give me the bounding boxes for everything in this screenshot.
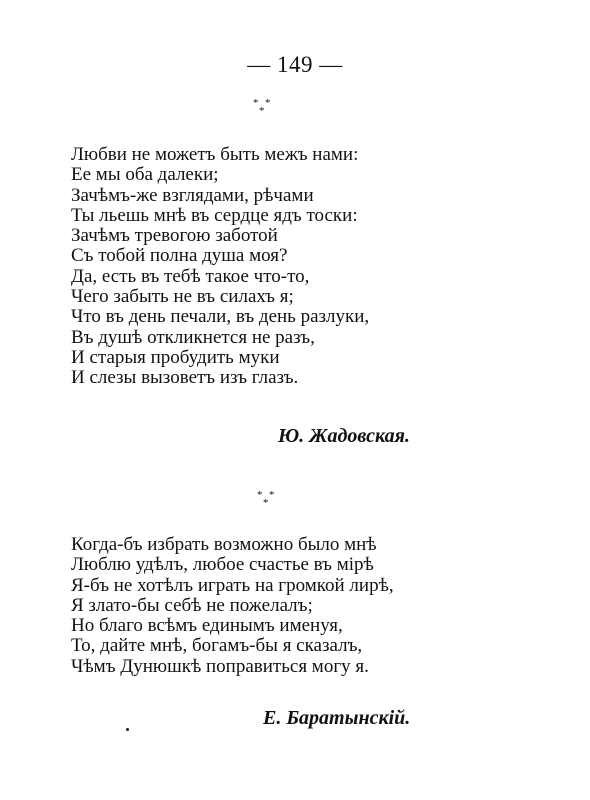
poem-line: Съ тобой полна душа моя? [71,245,288,267]
poem-line: И слезы вызоветъ изъ глазъ. [71,367,299,389]
asterism-star: * [253,97,259,109]
poem-line: Чѣмъ Дунюшкѣ поправиться могу я. [71,655,369,677]
ink-dot [126,728,129,731]
asterism-ornament [253,98,275,116]
poem-line: Когда-бъ избрать возможно было мнѣ [71,534,377,555]
page-number: — 149 — [247,52,343,77]
poem-line: Ее мы оба далеки; [71,164,219,186]
author-signature: Ю. Жадовская. [278,425,410,447]
poem-line: Чего забыть не въ силахъ я; [71,286,294,308]
poem-line: Зачѣмъ-же взглядами, рѣчами [71,184,314,206]
poem-line: Я злато-бы себѣ не пожелалъ; [71,594,313,616]
author-signature: Е. Баратынскій. [263,707,411,729]
poem-line: Ты льешь мнѣ въ сердце ядъ тоски: [71,204,358,226]
poem [71,145,369,389]
asterism-ornament [257,490,279,508]
poem-line: Но благо всѣмъ единымъ именуя, [71,615,343,637]
asterism-star: * [259,105,265,117]
poem-line: Люблю удѣлъ, любое счастье въ мірѣ [71,554,374,576]
asterism-star: * [269,489,275,501]
poem-line: Да, есть въ тебѣ такое что-то, [71,265,310,287]
poem-line: Въ душѣ откликнется не разъ, [71,326,315,348]
asterism-star: * [263,497,269,509]
poem-line: То, дайте мнѣ, богамъ-бы я сказалъ, [71,635,363,657]
poem-line: Что въ день печали, въ день разлуки, [71,306,370,328]
poem-line: И старыя пробудить муки [71,346,280,368]
poem [71,535,394,677]
asterism-star: * [265,97,271,109]
poem-line: Я-бъ не хотѣлъ играть на громкой лирѣ, [71,574,394,596]
poem-line: Любви не можетъ быть межъ нами: [71,144,359,165]
poem-line: Зачѣмъ тревогою заботой [71,225,278,247]
asterism-star: * [257,489,263,501]
